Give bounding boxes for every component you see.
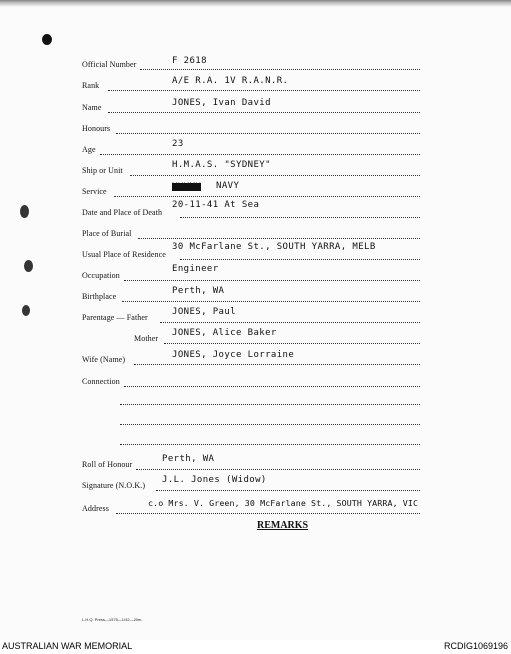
punch-hole bbox=[22, 305, 30, 316]
dotted-line bbox=[122, 301, 420, 302]
connection-label: Connection bbox=[82, 377, 120, 386]
dotted-line bbox=[108, 90, 420, 91]
dotted-line bbox=[120, 444, 420, 445]
scan-top-edge bbox=[0, 0, 511, 7]
birthplace-value: Perth, WA bbox=[172, 286, 225, 296]
dotted-line bbox=[124, 280, 420, 281]
dotted-line bbox=[124, 386, 420, 387]
dotted-line bbox=[138, 238, 420, 239]
dotted-line bbox=[114, 196, 420, 197]
name-value: JONES, Ivan David bbox=[172, 98, 271, 108]
struck-out-text: XXXXX bbox=[172, 182, 202, 192]
dotted-line bbox=[164, 343, 420, 344]
archive-footer bbox=[0, 640, 511, 654]
official-number-label: Official Number bbox=[82, 60, 137, 69]
birthplace-label: Birthplace bbox=[82, 292, 117, 301]
official-number-value: F 2618 bbox=[172, 56, 207, 66]
wife-name-label: Wife (Name) bbox=[82, 355, 126, 364]
punch-hole bbox=[20, 205, 29, 218]
address-label: Address bbox=[82, 504, 109, 513]
ship-or-unit-value: H.M.A.S. "SYDNEY" bbox=[172, 160, 271, 170]
dotted-line bbox=[108, 112, 420, 113]
age-value: 23 bbox=[172, 139, 184, 149]
ship-or-unit-label: Ship or Unit bbox=[82, 166, 123, 175]
mother-value: JONES, Alice Baker bbox=[172, 328, 277, 338]
dotted-line bbox=[140, 69, 420, 70]
name-label: Name bbox=[82, 103, 102, 112]
footer-record-id: RCDIG1069196 bbox=[443, 641, 508, 651]
place-of-burial-label: Place of Burial bbox=[82, 229, 132, 238]
rank-value: A/E R.A. 1V R.A.N.R. bbox=[172, 76, 289, 86]
roll-of-honour-label: Roll of Honour bbox=[82, 460, 133, 469]
father-value: JONES, Paul bbox=[172, 307, 237, 317]
dotted-line bbox=[120, 404, 420, 405]
dotted-line bbox=[120, 424, 420, 425]
occupation-label: Occupation bbox=[82, 271, 120, 280]
punch-hole bbox=[24, 260, 33, 272]
dotted-line bbox=[130, 175, 420, 176]
parentage-father-label: Parentage — Father bbox=[82, 313, 148, 322]
service-label: Service bbox=[82, 187, 107, 196]
honours-label: Honours bbox=[82, 124, 111, 133]
dotted-line bbox=[156, 490, 420, 491]
dotted-line bbox=[180, 259, 420, 260]
signature-nok-value: J.L. Jones (Widow) bbox=[162, 475, 267, 485]
dotted-line bbox=[180, 217, 420, 218]
date-place-of-death-label: Date and Place of Death bbox=[82, 208, 163, 217]
age-label: Age bbox=[82, 145, 96, 154]
dotted-line bbox=[134, 364, 420, 365]
dotted-line bbox=[116, 513, 420, 514]
remarks-heading: REMARKS bbox=[257, 520, 309, 531]
usual-place-of-residence-value: 30 McFarlane St., SOUTH YARRA, MELB bbox=[172, 242, 376, 252]
punch-hole bbox=[42, 34, 52, 45]
rank-label: Rank bbox=[82, 81, 100, 90]
form-printer-code: L.H.Q. Press—1975—1/42—20m. bbox=[82, 617, 143, 622]
dotted-line bbox=[116, 133, 420, 134]
roll-of-honour-value: Perth, WA bbox=[162, 454, 215, 464]
wife-name-value: JONES, Joyce Lorraine bbox=[172, 350, 295, 360]
signature-nok-label: Signature (N.O.K.) bbox=[82, 481, 146, 490]
usual-place-of-residence-label: Usual Place of Residence bbox=[82, 250, 166, 259]
dotted-line bbox=[136, 469, 420, 470]
dotted-line bbox=[160, 322, 420, 323]
address-value: c.o Mrs. V. Green, 30 McFarlane St., SOUTH YARRA, VIC bbox=[148, 498, 419, 508]
mother-label: Mother bbox=[134, 334, 159, 343]
footer-institution: AUSTRALIAN WAR MEMORIAL bbox=[2, 641, 133, 651]
occupation-value: Engineer bbox=[172, 264, 219, 274]
service-value: NAVY bbox=[216, 181, 240, 191]
dotted-line bbox=[100, 154, 420, 155]
date-place-of-death-value: 20-11-41 At Sea bbox=[172, 200, 260, 210]
